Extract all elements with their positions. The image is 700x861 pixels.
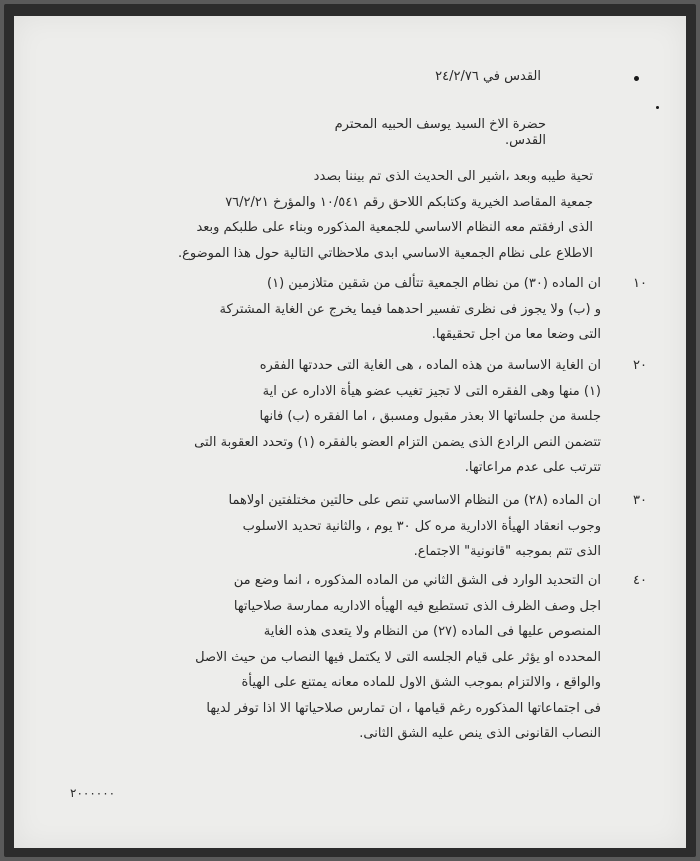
item-line: اجل وصف الظرف الذى تستطيع فيه الهيأه الاداريه ممارسة صلاحياتها xyxy=(233,598,601,614)
item-line: التى وضعا معا من اجل تحقيقها. xyxy=(431,327,601,342)
item-line: (١) منها وهى الفقره التى لا تجيز تغيب عضو هيأة الاداره عن اية xyxy=(262,383,601,399)
item-line: ان الماده (٣٠) من نظام الجمعية تتألف من شقين متلازمين (١) xyxy=(267,276,601,291)
item-number: ٢٠ xyxy=(633,358,647,373)
recipient-line: حضرة الاخ السيد يوسف الحبيه المحترم xyxy=(334,117,546,132)
ink-dot xyxy=(634,76,639,81)
item-number: ٤٠ xyxy=(633,573,647,588)
item-line: فى اجتماعاتها المذكوره رغم قيامها ، ان تمارس صلاحياتها الا اذا توفر لديها xyxy=(206,700,601,716)
page-continuation-code: ٢٠٠٠٠٠٠ xyxy=(70,786,116,800)
item-line: و (ب) ولا يجوز فى نظرى تفسير احدهما فيما يخرج عن الغاية المشتركة xyxy=(219,301,601,317)
numbered-item-4 xyxy=(56,568,647,747)
item-line: ان الماده (٢٨) من النظام الاساسي تنص على حالتين مختلفتين اولاهما xyxy=(228,493,601,508)
letter-body xyxy=(14,16,686,848)
item-line: ان التحديد الوارد فى الشق الثاني من الماده المذكوره ، انما وضع من xyxy=(233,573,601,588)
document-page xyxy=(14,16,686,848)
item-line: النصاب القانونى الذى ينص عليه الشق الثانى. xyxy=(359,726,601,741)
numbered-item-2 xyxy=(56,353,647,481)
item-line: والواقع ، والالتزام بموجب الشق الاول للماده معانه يمتنع على الهيأة xyxy=(241,675,601,690)
intro-line: الاطلاع على نظام الجمعية الاساسي ابدى ملاحظاتي التالية حول هذا الموضوع. xyxy=(178,245,593,261)
numbered-item-3 xyxy=(56,488,647,565)
intro-line: جمعية المقاصد الخيرية وكتابكم اللاحق رقم ١٠/٥٤١ والمؤرخ ٧٦/٢/٢١ xyxy=(225,194,593,210)
numbered-item-1 xyxy=(56,271,647,348)
intro-line: تحية طيبه وبعد ،اشير الى الحديث الذى تم بيننا بصدد xyxy=(313,169,593,184)
item-line: تترتب على عدم مراعاتها. xyxy=(464,460,601,475)
item-line: المنصوص عليها فى الماده (٢٧) من النظام ولا يتعدى هذه الغاية xyxy=(263,624,601,639)
item-line: جلسة من جلساتها الا بعذر مقبول ومسبق ، اما الفقره (ب) فانها xyxy=(259,409,601,424)
item-line: المحدده او يؤثر على قيام الجلسه التى لا يكتمل فيها النصاب من حيث الاصل xyxy=(195,649,601,665)
item-number: ٣٠ xyxy=(633,493,647,508)
item-number: ١٠ xyxy=(633,276,647,291)
item-line: وجوب انعقاد الهيأة الادارية مره كل ٣٠ يوم ، والثانية تحديد الاسلوب xyxy=(242,518,601,534)
intro-line: الذى ارفقتم معه النظام الاساسي للجمعية المذكوره وبناء على طلبكم وبعد xyxy=(196,220,593,235)
recipient-city: القدس. xyxy=(505,133,546,148)
dateline: القدس في ٢٤/٢/٧٦ xyxy=(435,69,541,84)
item-line: الذى تتم بموجبه "قانونية" الاجتماع. xyxy=(413,544,601,559)
item-line: ان الغاية الاساسة من هذه الماده ، هى الغاية التى حددتها الفقره xyxy=(259,358,601,373)
item-line: تتضمن النص الرادع الذى يضمن التزام العضو بالفقره (١) وتحدد العقوبة التى xyxy=(194,434,601,450)
ink-dot xyxy=(656,106,659,109)
intro-paragraph xyxy=(53,164,593,266)
